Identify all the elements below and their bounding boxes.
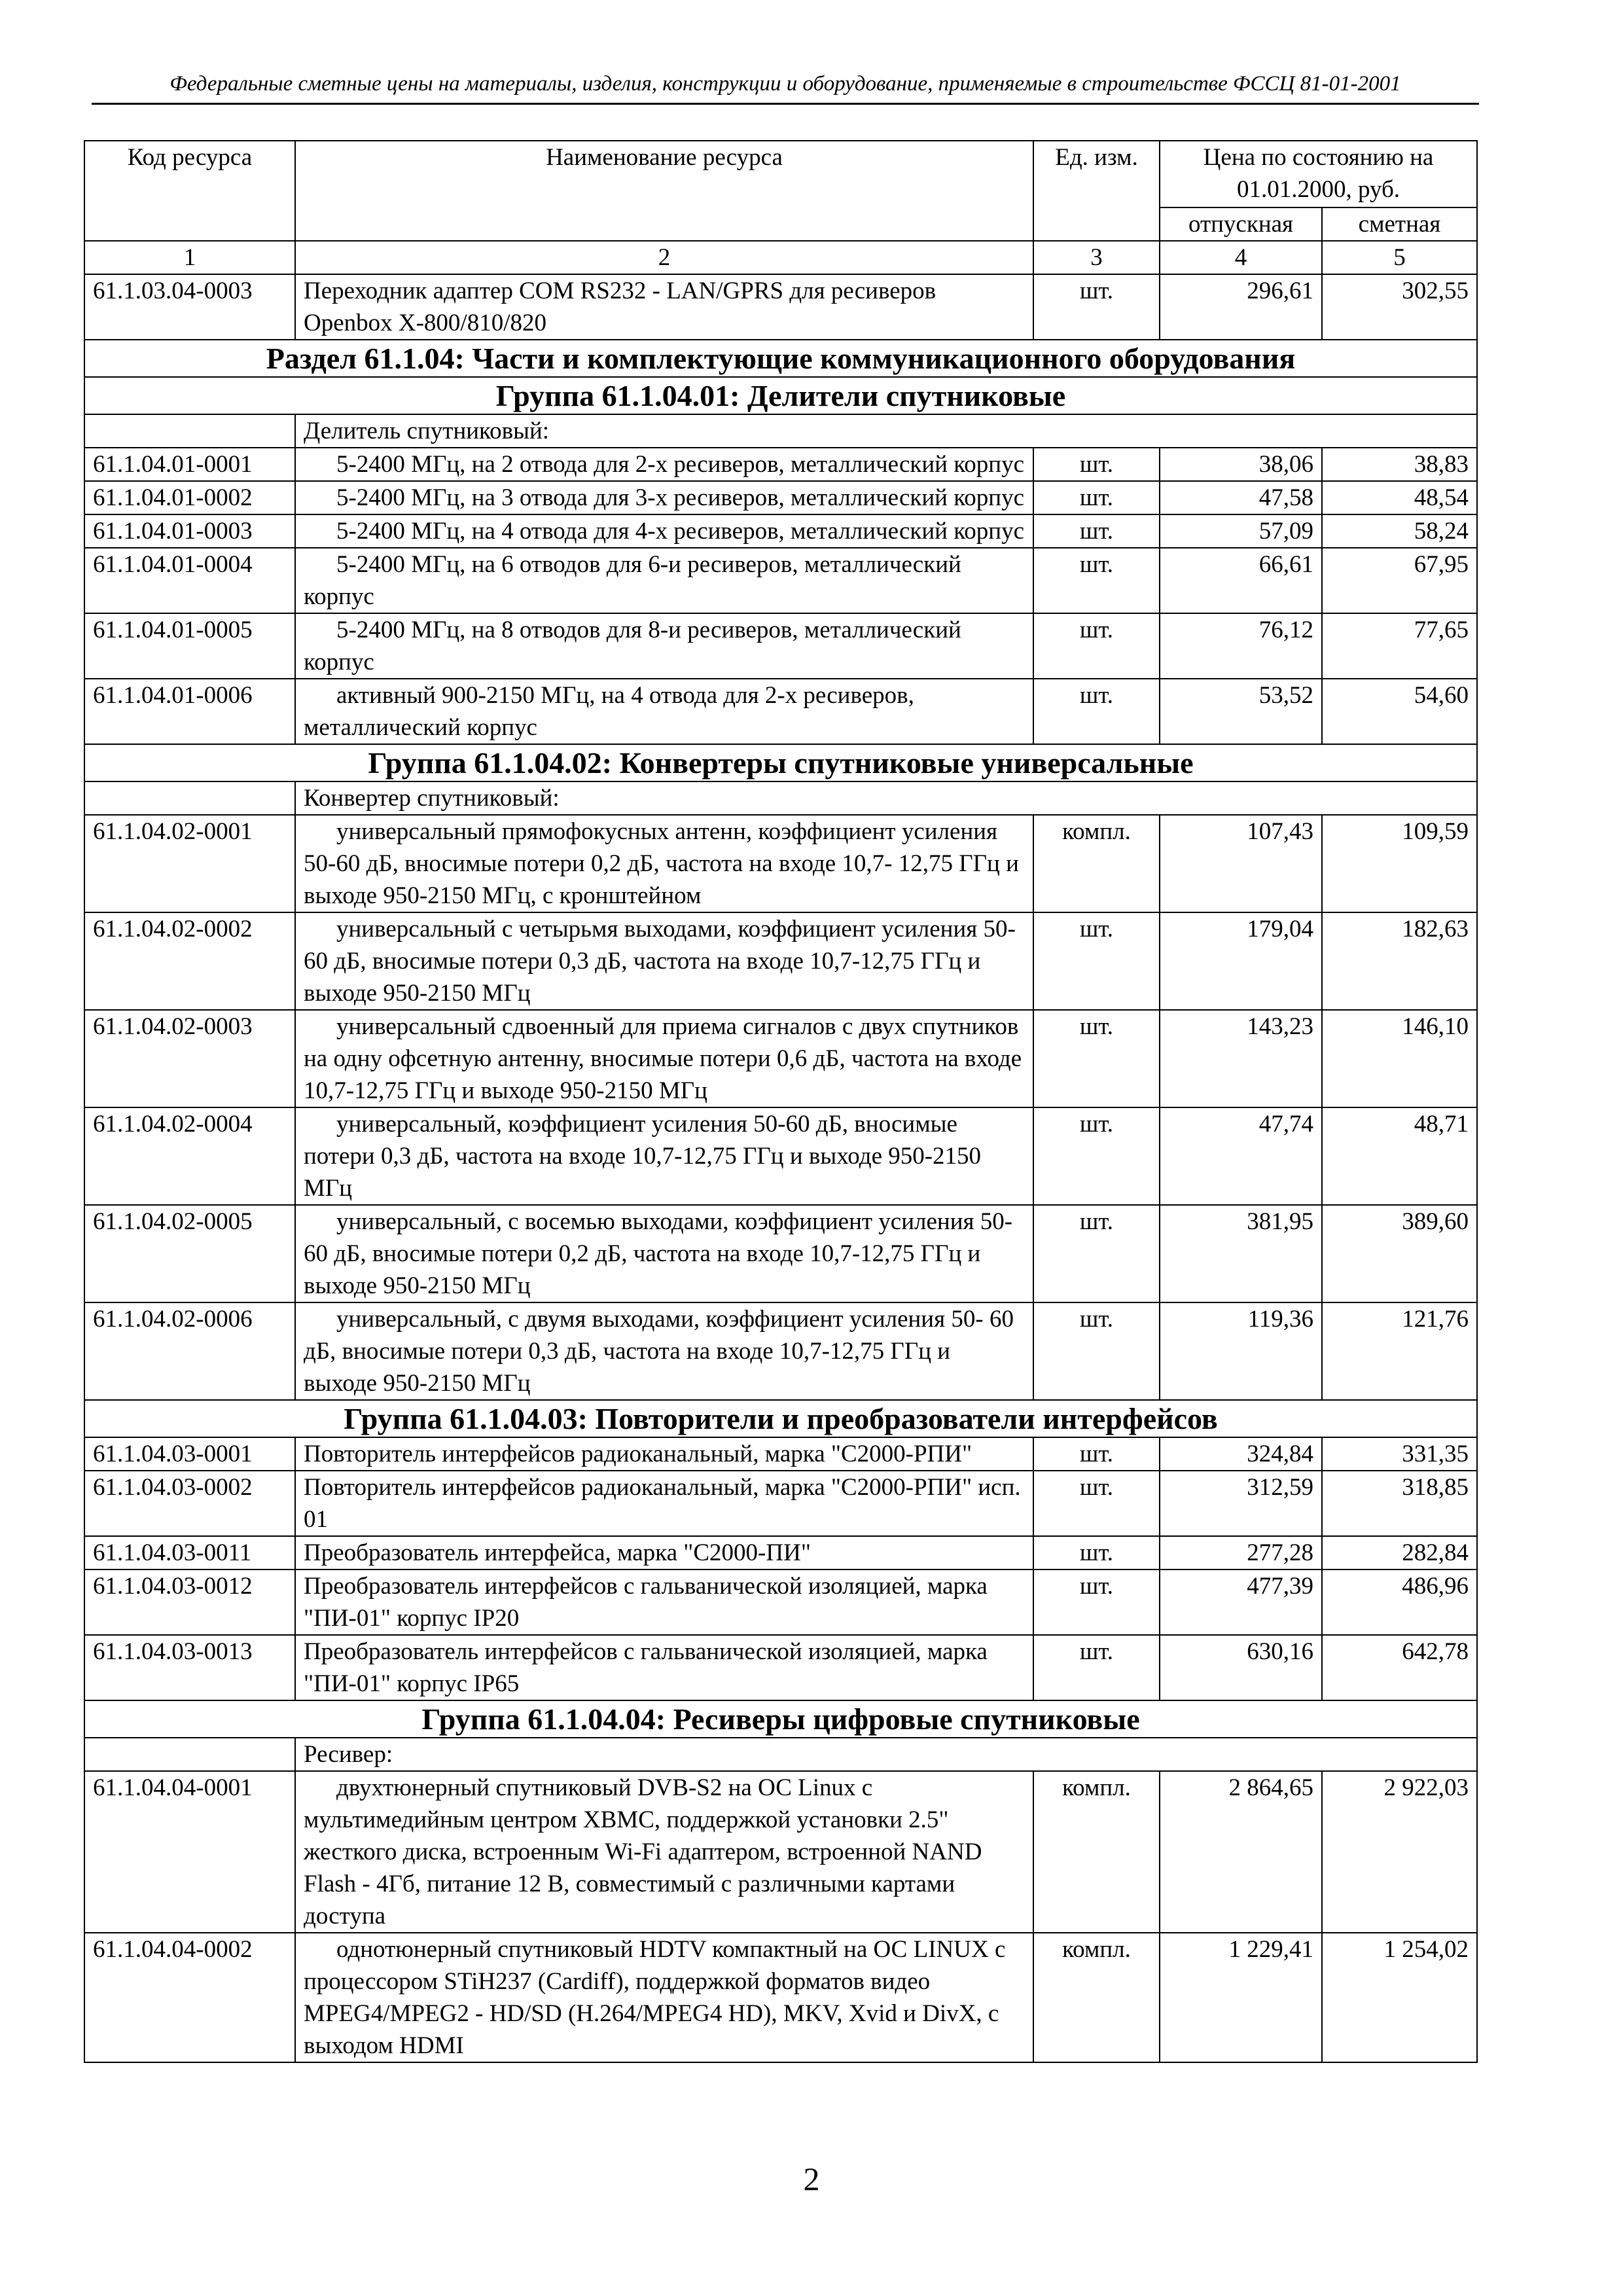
group-heading-row [84, 377, 1477, 414]
category-label: Конвертер спутниковый: [295, 781, 1477, 815]
table-row [84, 1635, 1477, 1700]
estimate-price: 486,96 [1322, 1570, 1477, 1635]
empty-cell [84, 781, 295, 815]
estimate-price: 182,63 [1322, 912, 1477, 1010]
resource-name [295, 1010, 1033, 1107]
resource-name-text: 5-2400 МГц, на 4 отвода для 4-х ресиверов, металлический корпус [336, 518, 1025, 545]
section-heading: Раздел 61.1.04: Части и комплектующие коммуникационного оборудования [84, 340, 1477, 377]
resource-name-text: универсальный, с восемью выходами, коэффициент усиления 50-60 дБ, вносимые потери 0,2 дБ, частота на входе 10,7-12,75 ГГц и выходе 950-2150 МГц [304, 1208, 1013, 1299]
table-row [84, 274, 1477, 340]
unit-of-measure: шт. [1033, 481, 1160, 514]
resource-name [295, 613, 1033, 679]
unit-of-measure: шт. [1033, 679, 1160, 744]
header-unit: Ед. изм. [1033, 141, 1160, 241]
unit-of-measure: шт. [1033, 1471, 1160, 1536]
unit-of-measure: шт. [1033, 274, 1160, 340]
release-price: 312,59 [1160, 1471, 1322, 1536]
release-price: 477,39 [1160, 1570, 1322, 1635]
resource-code: 61.1.04.01-0006 [84, 679, 295, 744]
group-heading: Группа 61.1.04.03: Повторители и преобразователи интерфейсов [84, 1400, 1477, 1437]
estimate-price: 38,83 [1322, 448, 1477, 481]
resource-code: 61.1.04.03-0011 [84, 1536, 295, 1570]
resource-code: 61.1.04.01-0001 [84, 448, 295, 481]
table-row [84, 1570, 1477, 1635]
estimate-price: 77,65 [1322, 613, 1477, 679]
resource-code: 61.1.04.03-0012 [84, 1570, 295, 1635]
table-row [84, 815, 1477, 912]
column-number: 2 [295, 241, 1033, 274]
group-heading: Группа 61.1.04.04: Ресиверы цифровые спутниковые [84, 1700, 1477, 1738]
page-number: 2 [803, 2161, 820, 2197]
unit-of-measure: шт. [1033, 514, 1160, 548]
resource-name-text: 5-2400 МГц, на 3 отвода для 3-х ресиверов, металлический корпус [336, 484, 1025, 511]
resource-name [295, 481, 1033, 514]
estimate-price: 1 254,02 [1322, 1933, 1477, 2062]
resource-name-text: однотюнерный спутниковый HDTV компактный на ОС LINUX с процессором STiH237 (Cardiff), поддержкой форматов видео MPEG4/MPEG2 - HD/SD (H.264/MPEG4 HD), MKV, Xvid и DivX, с выходом HDMI [304, 1936, 1006, 2059]
resource-code: 61.1.04.02-0004 [84, 1107, 295, 1205]
empty-cell [84, 1738, 295, 1771]
estimate-price: 331,35 [1322, 1437, 1477, 1471]
unit-of-measure: шт. [1033, 1536, 1160, 1570]
resource-name [295, 1205, 1033, 1302]
table-row [84, 481, 1477, 514]
estimate-price: 146,10 [1322, 1010, 1477, 1107]
table-row [84, 1933, 1477, 2062]
group-heading: Группа 61.1.04.02: Конвертеры спутниковые универсальные [84, 744, 1477, 781]
resource-name [295, 679, 1033, 744]
unit-of-measure: шт. [1033, 1010, 1160, 1107]
table-row [84, 613, 1477, 679]
unit-of-measure: шт. [1033, 1437, 1160, 1471]
estimate-price: 389,60 [1322, 1205, 1477, 1302]
estimate-price: 318,85 [1322, 1471, 1477, 1536]
release-price: 1 229,41 [1160, 1933, 1322, 2062]
release-price: 179,04 [1160, 912, 1322, 1010]
resource-name-text: 5-2400 МГц, на 8 отводов для 8-и ресиверов, металлический корпус [304, 617, 961, 675]
release-price: 143,23 [1160, 1010, 1322, 1107]
header-code: Код ресурса [84, 141, 295, 241]
table-row [84, 912, 1477, 1010]
unit-of-measure: шт. [1033, 613, 1160, 679]
table-row [84, 1107, 1477, 1205]
release-price: 119,36 [1160, 1302, 1322, 1400]
price-table-body [84, 141, 1477, 2062]
resource-name: Переходник адаптер COM RS232 - LAN/GPRS для ресиверов Openbox X-800/810/820 [295, 274, 1033, 340]
unit-of-measure: шт. [1033, 1635, 1160, 1700]
release-price: 381,95 [1160, 1205, 1322, 1302]
resource-code: 61.1.04.01-0005 [84, 613, 295, 679]
unit-of-measure: шт. [1033, 912, 1160, 1010]
unit-of-measure: компл. [1033, 1933, 1160, 2062]
resource-name: Повторитель интерфейсов радиоканальный, марка "С2000-РПИ" исп. 01 [295, 1471, 1033, 1536]
estimate-price: 2 922,03 [1322, 1771, 1477, 1933]
release-price: 296,61 [1160, 274, 1322, 340]
estimate-price: 48,71 [1322, 1107, 1477, 1205]
estimate-price: 48,54 [1322, 481, 1477, 514]
resource-name: Повторитель интерфейсов радиоканальный, марка "С2000-РПИ" [295, 1437, 1033, 1471]
table-row [84, 514, 1477, 548]
estimate-price: 121,76 [1322, 1302, 1477, 1400]
release-price: 53,52 [1160, 679, 1322, 744]
resource-name: Преобразователь интерфейса, марка "С2000-ПИ" [295, 1536, 1033, 1570]
resource-code: 61.1.04.03-0002 [84, 1471, 295, 1536]
resource-name-text: универсальный с четырьмя выходами, коэффициент усиления 50-60 дБ, вносимые потери 0,3 дБ, частота на входе 10,7-12,75 ГГц и выходе 950-2150 МГц [304, 916, 1016, 1007]
resource-code: 61.1.04.01-0003 [84, 514, 295, 548]
unit-of-measure: шт. [1033, 1107, 1160, 1205]
table-row [84, 1536, 1477, 1570]
resource-name-text: активный 900-2150 МГц, на 4 отвода для 2-х ресиверов, металлический корпус [304, 682, 914, 741]
column-number: 5 [1322, 241, 1477, 274]
table-row [84, 1010, 1477, 1107]
resource-code: 61.1.04.01-0002 [84, 481, 295, 514]
resource-code: 61.1.04.02-0005 [84, 1205, 295, 1302]
release-price: 57,09 [1160, 514, 1322, 548]
resource-name-text: 5-2400 МГц, на 6 отводов для 6-и ресиверов, металлический корпус [304, 551, 961, 610]
table-row [84, 1302, 1477, 1400]
estimate-price: 302,55 [1322, 274, 1477, 340]
category-label: Делитель спутниковый: [295, 414, 1477, 448]
resource-name [295, 815, 1033, 912]
resource-code: 61.1.04.02-0002 [84, 912, 295, 1010]
unit-of-measure: шт. [1033, 1570, 1160, 1635]
empty-cell [84, 414, 295, 448]
release-price: 47,58 [1160, 481, 1322, 514]
group-heading: Группа 61.1.04.01: Делители спутниковые [84, 377, 1477, 414]
category-label: Ресивер: [295, 1738, 1477, 1771]
table-row [84, 1771, 1477, 1933]
resource-code: 61.1.04.04-0002 [84, 1933, 295, 2062]
release-price: 277,28 [1160, 1536, 1322, 1570]
category-label-row [84, 1738, 1477, 1771]
resource-name-text: универсальный, коэффициент усиления 50-60 дБ, вносимые потери 0,3 дБ, частота на входе 10,7-12,75 ГГц и выходе 950-2150 МГц [304, 1111, 982, 1202]
resource-code: 61.1.04.03-0001 [84, 1437, 295, 1471]
resource-code: 61.1.04.02-0003 [84, 1010, 295, 1107]
estimate-price: 642,78 [1322, 1635, 1477, 1700]
price-table [84, 140, 1478, 2063]
category-label-row [84, 414, 1477, 448]
header-release-price: отпускная [1160, 207, 1322, 241]
resource-name [295, 1771, 1033, 1933]
column-number: 3 [1033, 241, 1160, 274]
table-row [84, 1471, 1477, 1536]
unit-of-measure: компл. [1033, 1771, 1160, 1933]
estimate-price: 54,60 [1322, 679, 1477, 744]
resource-name [295, 1933, 1033, 2062]
unit-of-measure: шт. [1033, 1205, 1160, 1302]
unit-of-measure: шт. [1033, 1302, 1160, 1400]
release-price: 630,16 [1160, 1635, 1322, 1700]
group-heading-row [84, 1700, 1477, 1738]
resource-code: 61.1.04.01-0004 [84, 548, 295, 613]
release-price: 47,74 [1160, 1107, 1322, 1205]
release-price: 324,84 [1160, 1437, 1322, 1471]
resource-code: 61.1.04.03-0013 [84, 1635, 295, 1700]
resource-code: 61.1.04.02-0006 [84, 1302, 295, 1400]
resource-name: Преобразователь интерфейсов с гальванической изоляцией, марка "ПИ-01" корпус IP65 [295, 1635, 1033, 1700]
resource-name [295, 912, 1033, 1010]
document-header: Федеральные сметные цены на материалы, изделия, конструкции и оборудование, применяемые в строительстве ФССЦ 81-01-2001 [92, 72, 1479, 105]
table-row [84, 548, 1477, 613]
resource-code: 61.1.04.04-0001 [84, 1771, 295, 1933]
column-number: 1 [84, 241, 295, 274]
resource-code: 61.1.03.04-0003 [84, 274, 295, 340]
estimate-price: 109,59 [1322, 815, 1477, 912]
header-estimate-price: сметная [1322, 207, 1477, 241]
table-header-row [84, 141, 1477, 207]
release-price: 38,06 [1160, 448, 1322, 481]
resource-name [295, 514, 1033, 548]
resource-name: Преобразователь интерфейсов с гальванической изоляцией, марка "ПИ-01" корпус IP20 [295, 1570, 1033, 1635]
table-row [84, 448, 1477, 481]
header-name: Наименование ресурса [295, 141, 1033, 241]
resource-name-text: универсальный сдвоенный для приема сигналов с двух спутников на одну офсетную антенну, вносимые потери 0,6 дБ, частота на входе 10,7-12,75 ГГц и выходе 950-2150 МГц [304, 1013, 1022, 1104]
estimate-price: 282,84 [1322, 1536, 1477, 1570]
table-row [84, 1205, 1477, 1302]
column-number: 4 [1160, 241, 1322, 274]
release-price: 66,61 [1160, 548, 1322, 613]
resource-name [295, 448, 1033, 481]
resource-name-text: универсальный прямофокусных антенн, коэффициент усиления 50-60 дБ, вносимые потери 0,2 дБ, частота на входе 10,7- 12,75 ГГц и выходе 950-2150 МГц, с кронштейном [304, 818, 1019, 909]
resource-name [295, 548, 1033, 613]
release-price: 107,43 [1160, 815, 1322, 912]
unit-of-measure: шт. [1033, 448, 1160, 481]
resource-name [295, 1107, 1033, 1205]
release-price: 2 864,65 [1160, 1771, 1322, 1933]
resource-name [295, 1302, 1033, 1400]
resource-name-text: двухтюнерный спутниковый DVB-S2 на ОС Linux с мультимедийным центром XBMC, поддержкой установки 2.5" жесткого диска, встроенным Wi-Fi адаптером, встроенной NAND Flash - 4Гб, питание 12 В, совместимый с различными картами доступа [304, 1774, 982, 1929]
unit-of-measure: компл. [1033, 815, 1160, 912]
estimate-price: 58,24 [1322, 514, 1477, 548]
unit-of-measure: шт. [1033, 548, 1160, 613]
resource-code: 61.1.04.02-0001 [84, 815, 295, 912]
column-number-row [84, 241, 1477, 274]
group-heading-row [84, 744, 1477, 781]
estimate-price: 67,95 [1322, 548, 1477, 613]
group-heading-row [84, 1400, 1477, 1437]
release-price: 76,12 [1160, 613, 1322, 679]
resource-name-text: 5-2400 МГц, на 2 отвода для 2-х ресиверов, металлический корпус [336, 451, 1025, 478]
resource-name-text: универсальный, с двумя выходами, коэффициент усиления 50- 60 дБ, вносимые потери 0,3 дБ, частота на входе 10,7-12,75 ГГц и выходе 950-2150 МГц [304, 1306, 1014, 1397]
header-price: Цена по состоянию на 01.01.2000, руб. [1160, 141, 1477, 207]
section-heading-row [84, 340, 1477, 377]
table-row [84, 1437, 1477, 1471]
category-label-row [84, 781, 1477, 815]
table-row [84, 679, 1477, 744]
